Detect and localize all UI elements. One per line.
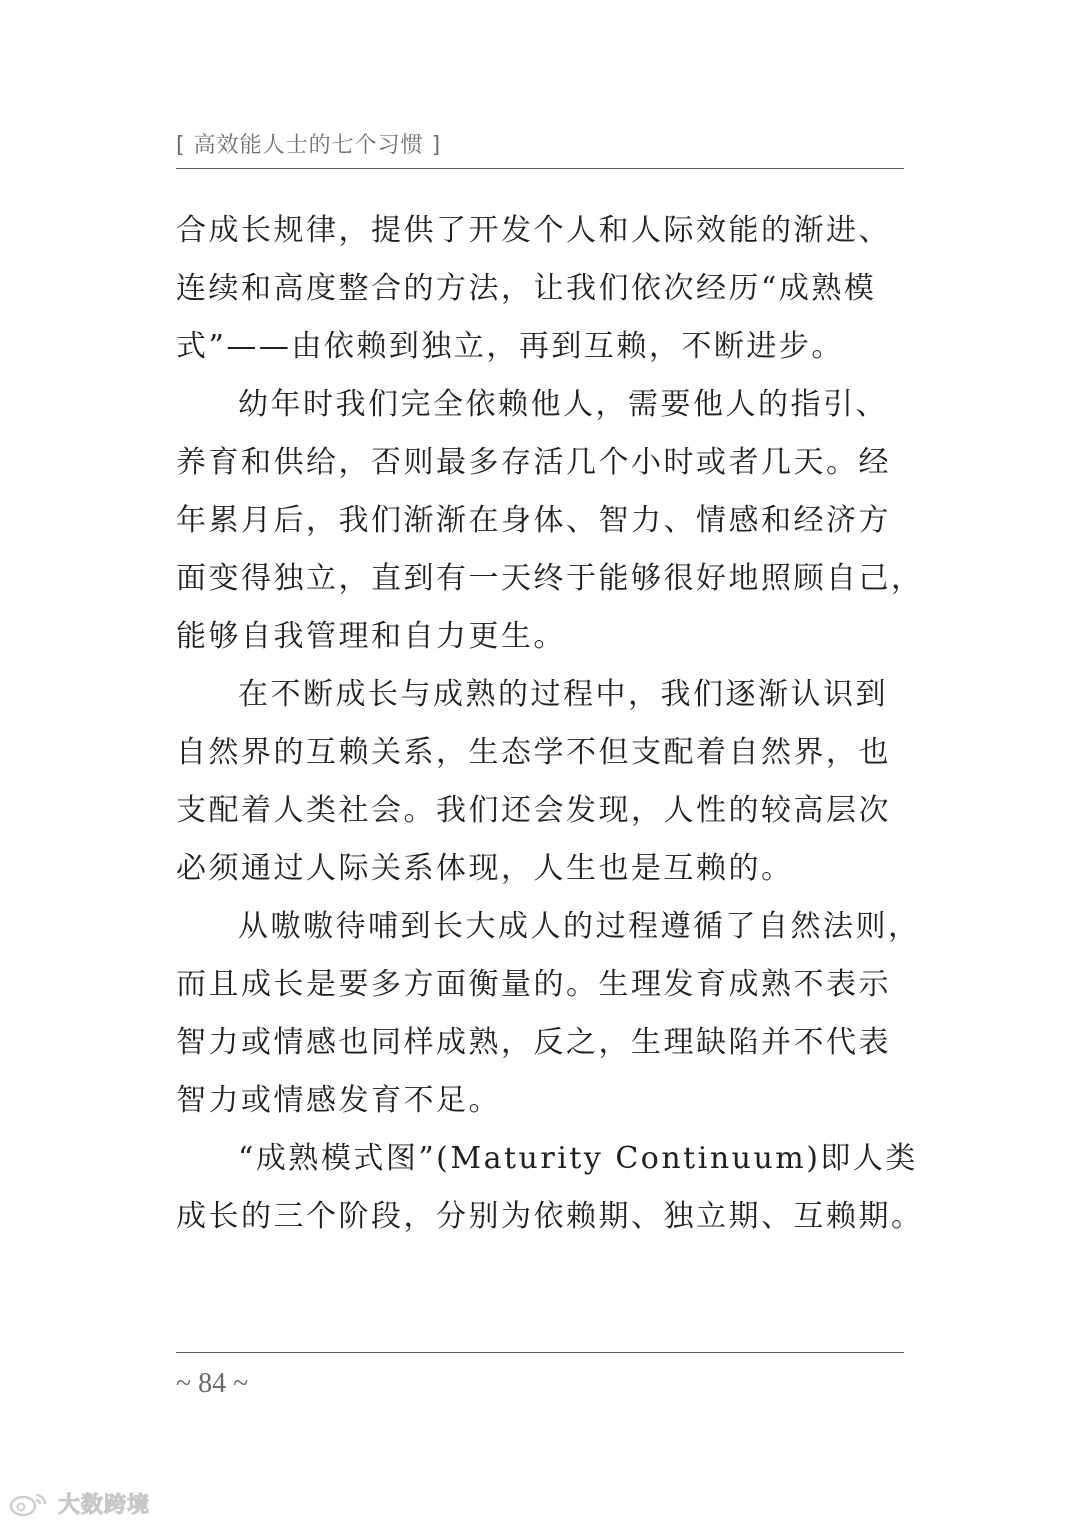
text-line: 养育和供给，否则最多存活几个小时或者几天。经: [176, 445, 891, 480]
text-line: 智力或情感发育不足。: [176, 1083, 501, 1118]
text-line: 从嗷嗷待哺到长大成人的过程遵循了自然法则，: [238, 909, 921, 944]
text-line: 支配着人类社会。我们还会发现，人性的较高层次: [176, 793, 891, 828]
watermark: [8, 1488, 150, 1519]
text-line: 幼年时我们完全依赖他人，需要他人的指引、: [238, 387, 888, 422]
text-line: 在不断成长与成熟的过程中，我们逐渐认识到: [238, 677, 888, 712]
text-line: 必须通过人际关系体现，人生也是互赖的。: [176, 851, 794, 886]
text-line: 合成长规律，提供了开发个人和人际效能的渐进、: [176, 213, 891, 248]
text-line: 年累月后，我们渐渐在身体、智力、情感和经济方: [176, 503, 891, 538]
running-header: [ 高效能人士的七个习惯 ]: [176, 133, 442, 158]
text-line: 能够自我管理和自力更生。: [176, 619, 566, 654]
text-line: 智力或情感也同样成熟，反之，生理缺陷并不代表: [176, 1025, 891, 1060]
page-number: ~ 84 ~: [176, 1368, 249, 1399]
text-line: 连续和高度整合的方法，让我们依次经历“成熟模: [176, 271, 877, 306]
text-line: 成长的三个阶段，分别为依赖期、独立期、互赖期。: [176, 1199, 924, 1234]
text-line: 式”——由依赖到独立，再到互赖，不断进步。: [176, 329, 844, 364]
watermark-text: 大数跨境: [58, 1493, 151, 1518]
text-line: 而且成长是要多方面衡量的。生理发育成熟不表示: [176, 967, 891, 1002]
footer-rule: [176, 1352, 904, 1353]
text-line: “成熟模式图”(Maturity Continuum)即人类: [238, 1141, 918, 1176]
text-line: 面变得独立，直到有一天终于能够很好地照顾自己，: [176, 561, 924, 596]
text-line: 自然界的互赖关系，生态学不但支配着自然界，也: [176, 735, 891, 770]
weibo-logo-icon: [8, 1491, 52, 1517]
header-rule: [176, 168, 904, 169]
